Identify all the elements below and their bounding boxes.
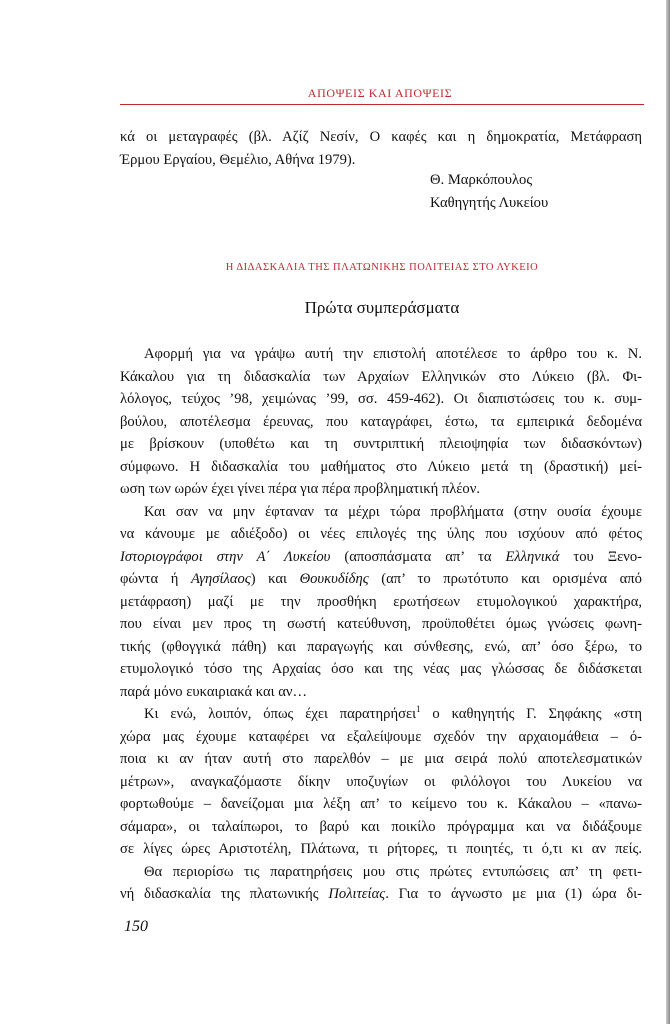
text-run: Κι ενώ, λοιπόν, όπως έχει παρατηρήσει [144, 706, 417, 722]
text-line: σε λίγες ώρες Αριστοτέλη, Πλάτωνα, τι ρήτορες, τι ποιητές, τι ό,τι κι αν πείς. [120, 841, 642, 857]
text-line: μέτρων», αναγκαζόμαστε δίκην υποζυγίων οι φιλόλογοι του Λυκείου να [120, 773, 642, 790]
page-edge-shadow [666, 0, 670, 1024]
text-line: παρά μόνο ευκαιριακά και αν… [120, 683, 308, 700]
italic-title: Ελληνικά [505, 548, 560, 565]
footnote-marker: 1 [416, 704, 421, 715]
text-line: Και σαν να μην έφταναν τα μέχρι τώρα προβλήματα (στην ουσία έχουμε [144, 503, 642, 520]
text-line: βούλου, αποτέλεσμα έρευνας, που καταγράφει, έστω, τα εμπειρικά δεδομένα [120, 413, 642, 430]
text-run: φώντα ή [120, 571, 191, 587]
text-run: ο καθηγητής Γ. Σηφάκης «στη [420, 706, 643, 722]
text-line: ποια κι αν ήταν αυτή στο παρελθόν – με μια σειρά πολύ αποτελεσματικών [120, 751, 642, 767]
body-text [120, 343, 642, 906]
text-line: Θα περιορίσω τις παρατηρήσεις μου στις πρώτες εντυπώσεις απ’ τη φετι- [144, 863, 642, 880]
text-line: λόλογος, τεύχος ’98, χειμώνας ’99, σσ. 459-462). Οι διαπιστώσεις του κ. συμ- [120, 391, 642, 407]
text-line: Κάκαλου για τη διδασκαλία των Αρχαίων Ελληνικών στο Λύκειο (βλ. Φι- [120, 368, 642, 385]
text-line: χώρα μας έχουμε καταφέρει να εξαλείψουμε σχεδόν την αρχαιομάθεια – ό- [120, 728, 642, 745]
signature-name: Θ. Μαρκόπουλος [430, 172, 533, 188]
text-line: Αφορμή για να γράψω αυτή την επιστολή αποτέλεσε το άρθρο του κ. Ν. [144, 346, 642, 362]
header-rule [120, 104, 644, 105]
text-line: που είναι μεν προς τη σωστή κατεύθυνση, προϋποθέτει όμως γνώσεις φωνη- [120, 616, 642, 632]
text-line [120, 568, 642, 591]
italic-title: Πολιτείας [328, 886, 386, 902]
text-line: κά οι μεταγραφές (βλ. Αζίζ Νεσίν, Ο καφές και η δημοκρατία, Μετάφραση [120, 129, 642, 145]
text-line: Έρμου Εργαίου, Θεμέλιο, Αθήνα 1979). [120, 151, 356, 168]
text-line: τικής (φθογγικά πάθη) και παραγωγής και σύνθεσης, ενώ, απ’ όσο ξέρω, το [120, 638, 642, 655]
text-line [120, 883, 642, 906]
italic-title: Θουκυδίδης [299, 571, 369, 587]
text-run: νή διδασκαλία της πλατωνικής [120, 886, 329, 902]
carryover-paragraph [120, 126, 642, 171]
text-line: φορτωθούμε – δανείζομαι μια λέξη απ’ το κείμενο του κ. Κάκαλου – «πανω- [120, 796, 642, 812]
text-line [120, 546, 642, 569]
text-line: ωση των ωρών έχει γίνει πέρα για πέρα προβληματική πλέον. [120, 481, 480, 497]
italic-title: Ιστοριογράφοι στην Α΄ Λυκείου [120, 548, 331, 565]
page-number: 150 [124, 918, 148, 935]
text-run: ) και [250, 571, 300, 587]
text-run: του Ξενο- [559, 548, 643, 565]
article-subtitle: Πρώτα συμπεράσματα [304, 298, 460, 317]
section-title: Η ΔΙΔΑΣΚΑΛΙΑ ΤΗΣ ΠΛΑΤΩΝΙΚΗΣ ΠΟΛΙΤΕΙΑΣ ΣΤΟ ΛΥΚΕΙΟ [225, 262, 539, 273]
text-line: σάμαρα», οι ταλαίπωροι, το βαρύ και ποικίλο πρόγραμμα και να διδάξουμε [120, 818, 642, 835]
text-run: (αποσπάσματα απ’ τα [330, 548, 506, 565]
italic-title: Αγησίλαος [191, 571, 251, 587]
text-line: να κάνουμε με αδιέξοδο) οι νέες επιλογές της ύλης που ισχύουν από φέτος [120, 526, 642, 542]
text-line: ετυμολογικό τόσο της Αρχαίας όσο και της νέας μας γλώσσας δε διδάσκεται [120, 661, 642, 677]
text-line: μετάφραση) μαζί με την προσθήκη ερωτήσεων ετυμολογικού χαρακτήρα, [120, 593, 642, 610]
running-head: ΑΠΟΨΕΙΣ ΚΑΙ ΑΠΟΨΕΙΣ [307, 86, 453, 100]
signature-title: Καθηγητής Λυκείου [430, 195, 549, 211]
text-line [120, 703, 642, 726]
text-line: σύμφωνο. Η διδασκαλία του μαθήματος στο Λύκειο μετά τη (δραστική) μεί- [120, 458, 642, 475]
text-line: με βρίσκουν (υποθέτω και τη συντριπτική πλειοψηφία των διδασκόντων) [120, 436, 642, 452]
text-run: (απ’ το πρωτότυπο και ορισμένα από [368, 571, 642, 587]
text-run: . Για το άγνωστο με μια (1) ώρα δι- [385, 886, 642, 902]
